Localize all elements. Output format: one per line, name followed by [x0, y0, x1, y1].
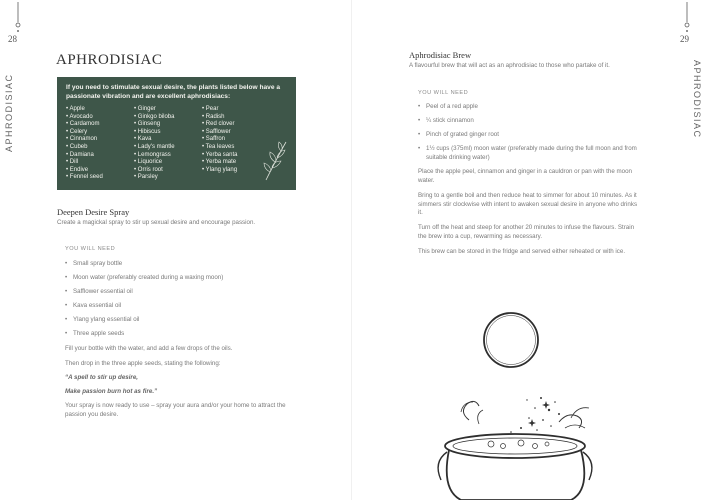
left-ornament-icon — [8, 2, 28, 36]
plant-item: • Ginger — [134, 106, 196, 114]
spell-line-1: “A spell to stir up desire, — [65, 374, 139, 381]
plant-columns — [66, 106, 287, 182]
plant-item: • Tea leaves — [202, 144, 264, 152]
plant-item: • Cubeb — [66, 144, 128, 152]
page-number: 28 — [8, 34, 17, 44]
plant-column — [134, 106, 196, 182]
brew-step: Place the apple peel, cinnamon and ginger in a cauldron or pan with the moon water. — [418, 168, 632, 184]
spray-need-label: YOU WILL NEED — [65, 246, 116, 252]
plant-item: • Lady's mantle — [134, 144, 196, 152]
plant-item: • Yerba mate — [202, 159, 264, 167]
box-intro: If you need to stimulate sexual desire, the plants listed below have a passionate vibration and are excellent aphrodisiacs: — [66, 84, 280, 100]
right-ornament-icon — [677, 2, 697, 36]
spray-ingredient: • Small spray bottle — [65, 260, 122, 269]
herb-sprig-icon — [262, 138, 290, 182]
spell-line-2: Make passion burn hot as fire.” — [65, 388, 158, 395]
plant-item: • Ginseng — [134, 121, 196, 129]
spray-ingredient: • Three apple seeds — [65, 330, 124, 339]
spray-intro: Create a magickal spray to stir up sexual desire and encourage passion. — [57, 219, 256, 226]
plant-item: • Celery — [66, 129, 128, 137]
plant-item: • Safflower — [202, 129, 264, 137]
brew-ingredient: • Peel of a red apple — [418, 103, 478, 112]
plant-item: • Avocado — [66, 114, 128, 122]
plant-item: • Cinnamon — [66, 136, 128, 144]
plant-item: • Fennel seed — [66, 174, 128, 182]
plant-item: • Orris root — [134, 167, 196, 175]
brew-ingredient: • Pinch of grated ginger root — [418, 131, 499, 140]
plant-item: • Lemongrass — [134, 152, 196, 160]
brew-step: This brew can be stored in the fridge and served either reheated or with ice. — [418, 248, 626, 255]
spray-ingredient: • Kava essential oil — [65, 302, 121, 311]
plant-item: • Red clover — [202, 121, 264, 129]
spray-recipe-title: Deepen Desire Spray — [57, 207, 130, 217]
plant-item: • Kava — [134, 136, 196, 144]
plant-item: • Dill — [66, 159, 128, 167]
brew-ingredient: • ¼ stick cinnamon — [418, 117, 474, 126]
brew-intro: A flavourful brew that will act as an aphrodisiac to those who partake of it. — [409, 62, 610, 69]
side-label: APHRODISIAC — [692, 60, 702, 139]
side-label: APHRODISIAC — [4, 73, 14, 152]
spray-step-2: Then drop in the three apple seeds, stating the following: — [65, 360, 221, 367]
plant-column — [202, 106, 264, 182]
page-title: APHRODISIAC — [56, 52, 163, 68]
spray-ingredient: • Safflower essential oil — [65, 288, 133, 297]
plant-item: • Saffron — [202, 136, 264, 144]
plant-list-box — [57, 77, 296, 190]
plant-item: • Cardamom — [66, 121, 128, 129]
brew-recipe-title: Aphrodisiac Brew — [409, 50, 472, 60]
spray-ingredient: • Ylang ylang essential oil — [65, 316, 139, 325]
plant-item: • Yerba santa — [202, 152, 264, 160]
spray-ingredient: • Moon water (preferably created during a waxing moon) — [65, 274, 223, 283]
plant-item: • Radish — [202, 114, 264, 122]
brew-step: Turn off the heat and steep for another 20 minutes to infuse the flavours. Strain the brew into a cup, rewarming as necessary. — [418, 224, 635, 240]
page-number: 29 — [680, 34, 689, 44]
plant-item: • Parsley — [134, 174, 196, 182]
brew-need-label: YOU WILL NEED — [418, 90, 469, 96]
plant-item: • Ginkgo biloba — [134, 114, 196, 122]
plant-item: • Endive — [66, 167, 128, 175]
plant-item: • Hibiscus — [134, 129, 196, 137]
spray-closing: Your spray is now ready to use – spray your aura and/or your home to attract the passion you desire. — [65, 402, 286, 418]
plant-item: • Apple — [66, 106, 128, 114]
plant-column — [66, 106, 128, 182]
plant-item: • Damiana — [66, 152, 128, 160]
brew-ingredient: • 1½ cups (375ml) moon water (preferably made during the full moon and from suitable drinking water) — [418, 145, 648, 162]
spray-step-1: Fill your bottle with the water, and add a few drops of the oils. — [65, 345, 233, 352]
plant-item: • Liquorice — [134, 159, 196, 167]
cauldron-moon-illustration-icon — [431, 300, 651, 500]
plant-item: • Ylang ylang — [202, 167, 264, 175]
brew-step: Bring to a gentle boil and then reduce heat to simmer for about 10 minutes. As it simmers stir clockwise with intent to awaken sexual desire in anyone who drinks it. — [418, 192, 638, 217]
plant-item: • Pear — [202, 106, 264, 114]
